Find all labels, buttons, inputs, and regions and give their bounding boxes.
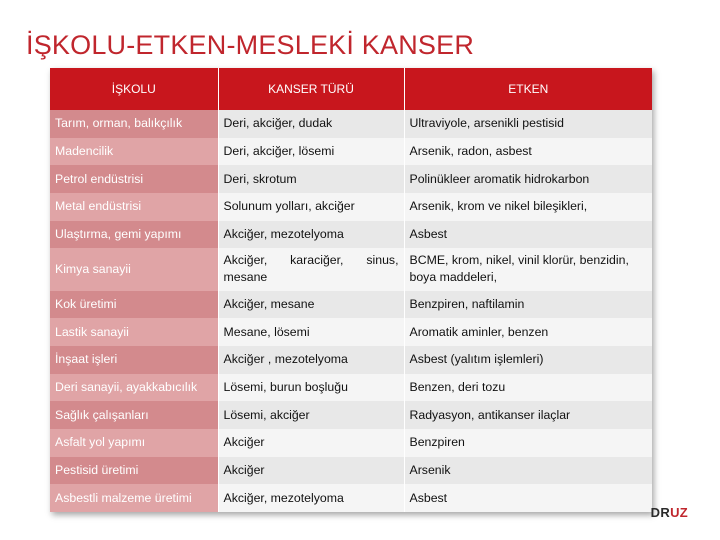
druz-logo xyxy=(651,505,688,520)
cell-etken: Asbest (yalıtım işlemleri) xyxy=(404,346,652,374)
cancer-table-container xyxy=(50,68,652,512)
header-iskolu: İŞKOLU xyxy=(50,68,218,110)
header-kanser-turu: KANSER TÜRÜ xyxy=(218,68,404,110)
cell-kanser-turu: Lösemi, akciğer xyxy=(218,401,404,429)
cell-kanser-turu: Deri, akciğer, lösemi xyxy=(218,138,404,166)
cell-etken: Asbest xyxy=(404,221,652,249)
cancer-table xyxy=(50,68,652,512)
cell-kanser-turu: Deri, akciğer, dudak xyxy=(218,110,404,138)
cell-etken: Arsenik xyxy=(404,457,652,485)
cell-iskolu: Pestisid üretimi xyxy=(50,457,218,485)
cell-etken: BCME, krom, nikel, vinil klorür, benzidin, boya maddeleri, xyxy=(404,248,652,291)
cell-etken: Polinükleer aromatik hidrokarbon xyxy=(404,165,652,193)
cell-kanser-turu: Akciğer, mezotelyoma xyxy=(218,221,404,249)
table-row xyxy=(50,457,652,485)
logo-text-uz: UZ xyxy=(670,505,688,520)
cell-etken: Ultraviyole, arsenikli pestisid xyxy=(404,110,652,138)
table-row xyxy=(50,484,652,512)
cell-iskolu: Deri sanayii, ayakkabıcılık xyxy=(50,374,218,402)
cell-iskolu: Lastik sanayii xyxy=(50,318,218,346)
cell-etken: Aromatik aminler, benzen xyxy=(404,318,652,346)
cell-kanser-turu: Akciğer xyxy=(218,457,404,485)
cell-iskolu: Kimya sanayii xyxy=(50,248,218,291)
slide-title: İŞKOLU-ETKEN-MESLEKİ KANSER xyxy=(26,30,475,60)
table-row xyxy=(50,221,652,249)
cell-kanser-turu: Akciğer, karaciğer, sinus, mesane xyxy=(218,248,404,291)
table-row xyxy=(50,110,652,138)
cell-kanser-turu: Mesane, lösemi xyxy=(218,318,404,346)
table-body xyxy=(50,110,652,512)
table-row xyxy=(50,318,652,346)
table-row xyxy=(50,248,652,291)
cell-iskolu: Kok üretimi xyxy=(50,291,218,319)
cell-etken: Arsenik, radon, asbest xyxy=(404,138,652,166)
table-header-row xyxy=(50,68,652,110)
table-row xyxy=(50,138,652,166)
table-row xyxy=(50,193,652,221)
cell-etken: Benzpiren xyxy=(404,429,652,457)
table-row xyxy=(50,346,652,374)
table-row xyxy=(50,165,652,193)
cell-iskolu: Tarım, orman, balıkçılık xyxy=(50,110,218,138)
cell-kanser-turu: Akciğer , mezotelyoma xyxy=(218,346,404,374)
cell-iskolu: Asbestli malzeme üretimi xyxy=(50,484,218,512)
cell-etken: Benzpiren, naftilamin xyxy=(404,291,652,319)
cell-iskolu: Madencilik xyxy=(50,138,218,166)
table-row xyxy=(50,401,652,429)
cell-iskolu: Ulaştırma, gemi yapımı xyxy=(50,221,218,249)
cell-etken: Asbest xyxy=(404,484,652,512)
cell-etken: Benzen, deri tozu xyxy=(404,374,652,402)
table-row xyxy=(50,429,652,457)
cell-etken: Arsenik, krom ve nikel bileşikleri, xyxy=(404,193,652,221)
cell-kanser-turu: Akciğer, mesane xyxy=(218,291,404,319)
logo-text-dr: DR xyxy=(650,505,671,520)
cell-kanser-turu: Solunum yolları, akciğer xyxy=(218,193,404,221)
table-row xyxy=(50,374,652,402)
header-etken: ETKEN xyxy=(404,68,652,110)
cell-iskolu: Asfalt yol yapımı xyxy=(50,429,218,457)
cell-iskolu: İnşaat işleri xyxy=(50,346,218,374)
cell-iskolu: Petrol endüstrisi xyxy=(50,165,218,193)
cell-etken: Radyasyon, antikanser ilaçlar xyxy=(404,401,652,429)
table-row xyxy=(50,291,652,319)
cell-kanser-turu: Akciğer, mezotelyoma xyxy=(218,484,404,512)
cell-kanser-turu: Lösemi, burun boşluğu xyxy=(218,374,404,402)
cell-kanser-turu: Deri, skrotum xyxy=(218,165,404,193)
cell-iskolu: Sağlık çalışanları xyxy=(50,401,218,429)
cell-iskolu: Metal endüstrisi xyxy=(50,193,218,221)
cell-kanser-turu: Akciğer xyxy=(218,429,404,457)
